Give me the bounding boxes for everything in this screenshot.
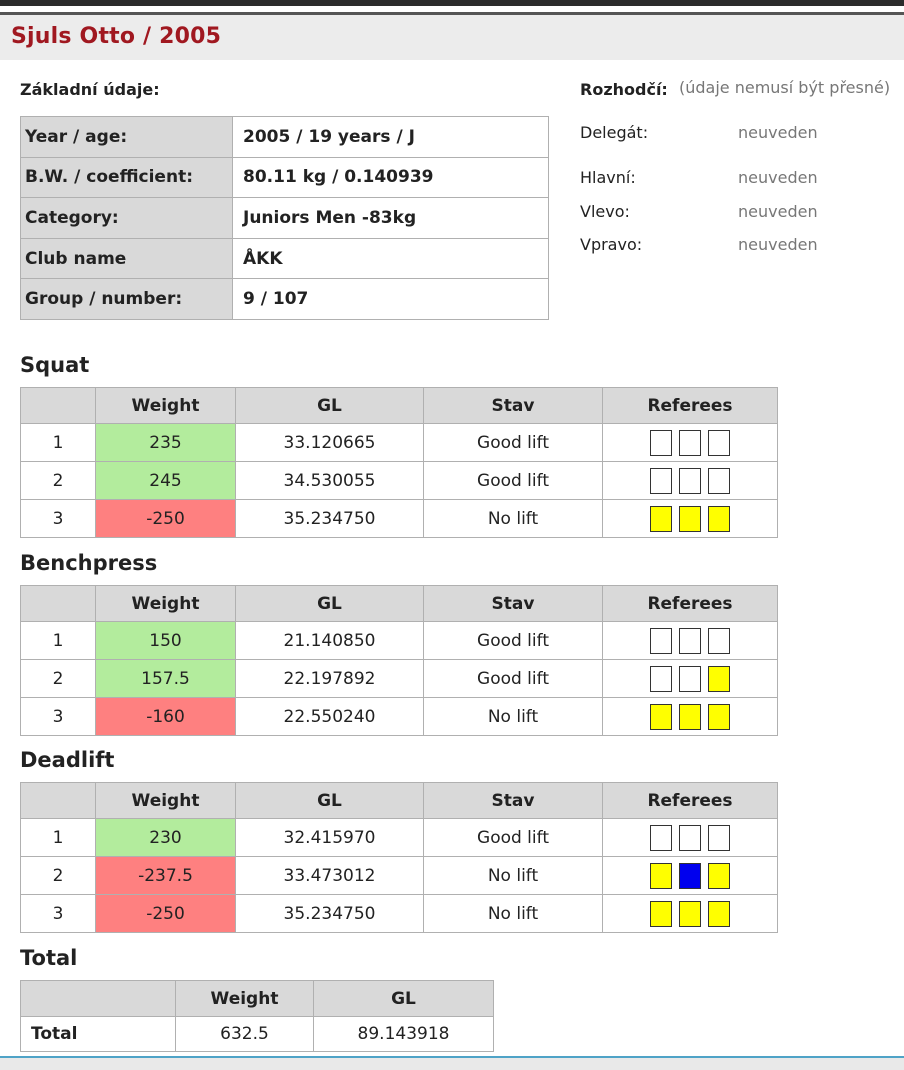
attempt-weight: 235 [96,424,236,462]
attempt-gl: 34.530055 [236,462,424,500]
attempt-number: 1 [21,424,96,462]
referee-light [708,825,730,851]
total-header-row [21,981,494,1017]
weight-col-header: Weight [96,783,236,819]
attempt-weight: 157.5 [96,660,236,698]
info-key: Year / age: [21,117,233,158]
weight-col-header: Weight [96,586,236,622]
referee-light [708,901,730,927]
judge-label: Delegát: [580,123,649,142]
info-row [21,157,549,198]
attempt-status: Good lift [424,424,603,462]
attempt-col-header [21,388,96,424]
referee-lights [603,857,778,895]
stav-col-header: Stav [424,783,603,819]
attempt-gl: 35.234750 [236,500,424,538]
attempt-weight: -237.5 [96,857,236,895]
attempt-number: 2 [21,660,96,698]
attempt-number: 2 [21,857,96,895]
judge-value: neuveden [738,123,818,142]
section-title-total: Total [20,946,78,970]
info-value: 80.11 kg / 0.140939 [233,157,549,198]
attempt-row [21,857,778,895]
referees-col-header: Referees [603,388,778,424]
attempt-row [21,660,778,698]
total-weight-col-header: Weight [176,981,314,1017]
attempt-number: 1 [21,819,96,857]
stav-col-header: Stav [424,586,603,622]
lift-table-benchpress [20,585,778,736]
bottom-strip [0,1058,904,1070]
referee-lights [603,819,778,857]
referees-col-header: Referees [603,783,778,819]
basic-info-table [20,116,549,320]
attempt-row [21,424,778,462]
referee-light [708,628,730,654]
top-dark-strip [0,0,904,6]
referee-light [679,863,701,889]
info-row [21,279,549,320]
referee-light [679,825,701,851]
attempt-col-header [21,783,96,819]
info-key: B.W. / coefficient: [21,157,233,198]
attempt-number: 3 [21,698,96,736]
referee-light [650,430,672,456]
section-title-deadlift: Deadlift [20,748,115,772]
referee-light [679,430,701,456]
referee-light [679,901,701,927]
lift-header-row [21,586,778,622]
info-row [21,198,549,239]
referee-light [708,506,730,532]
referee-lights [603,895,778,933]
referee-light [650,704,672,730]
attempt-gl: 21.140850 [236,622,424,660]
info-value: ÅKK [233,238,549,279]
attempt-weight: -250 [96,500,236,538]
page-title: Sjuls Otto / 2005 [11,24,222,49]
attempt-status: Good lift [424,462,603,500]
referee-light [708,704,730,730]
referee-light [679,506,701,532]
lift-table-squat [20,387,778,538]
attempt-row [21,500,778,538]
judge-value: neuveden [738,168,818,187]
attempt-gl: 35.234750 [236,895,424,933]
referee-light [679,468,701,494]
attempt-row [21,622,778,660]
stav-col-header: Stav [424,388,603,424]
gl-col-header: GL [236,783,424,819]
gl-col-header: GL [236,388,424,424]
referee-light [708,468,730,494]
info-value: 9 / 107 [233,279,549,320]
info-row [21,238,549,279]
total-gl-col-header: GL [314,981,494,1017]
total-table [20,980,494,1052]
attempt-weight: 150 [96,622,236,660]
attempt-row [21,462,778,500]
lift-header-row [21,388,778,424]
attempt-status: No lift [424,698,603,736]
attempt-number: 3 [21,500,96,538]
referee-light [650,863,672,889]
referee-light [650,468,672,494]
attempt-row [21,895,778,933]
attempt-status: Good lift [424,660,603,698]
attempt-row [21,819,778,857]
attempt-weight: -160 [96,698,236,736]
browser-top-bar [0,0,904,14]
attempt-number: 2 [21,462,96,500]
referee-light [650,506,672,532]
referee-light [650,628,672,654]
info-key: Club name [21,238,233,279]
total-label-col-header [21,981,176,1017]
judge-value: neuveden [738,202,818,221]
attempt-gl: 22.550240 [236,698,424,736]
attempt-status: No lift [424,500,603,538]
judge-label: Vlevo: [580,202,630,221]
attempt-number: 1 [21,622,96,660]
referee-light [650,901,672,927]
attempt-row [21,698,778,736]
referee-lights [603,500,778,538]
attempt-gl: 22.197892 [236,660,424,698]
attempt-weight: -250 [96,895,236,933]
info-key: Category: [21,198,233,239]
attempt-weight: 245 [96,462,236,500]
gl-col-header: GL [236,586,424,622]
info-row [21,117,549,158]
info-key: Group / number: [21,279,233,320]
total-row [21,1017,494,1052]
referee-lights [603,660,778,698]
referee-light [650,825,672,851]
judge-label: Hlavní: [580,168,636,187]
page-header [0,15,904,60]
referee-light [650,666,672,692]
lift-table-deadlift [20,782,778,933]
referee-lights [603,698,778,736]
attempt-weight: 230 [96,819,236,857]
referee-lights [603,622,778,660]
referee-lights [603,424,778,462]
referee-light [679,628,701,654]
referee-light [679,704,701,730]
total-label: Total [21,1017,176,1052]
weight-col-header: Weight [96,388,236,424]
attempt-status: Good lift [424,819,603,857]
section-title-benchpress: Benchpress [20,551,158,575]
basic-info-heading: Základní údaje: [20,80,160,99]
lift-header-row [21,783,778,819]
referee-light [708,430,730,456]
section-title-squat: Squat [20,353,90,377]
judge-value: neuveden [738,235,818,254]
info-value: 2005 / 19 years / J [233,117,549,158]
attempt-status: Good lift [424,622,603,660]
judge-label: Vpravo: [580,235,643,254]
attempt-status: No lift [424,895,603,933]
attempt-gl: 33.120665 [236,424,424,462]
referee-light [708,863,730,889]
referee-lights [603,462,778,500]
referee-light [679,666,701,692]
referees-col-header: Referees [603,586,778,622]
attempt-status: No lift [424,857,603,895]
attempt-col-header [21,586,96,622]
total-weight: 632.5 [176,1017,314,1052]
judges-note: (údaje nemusí být přesné) [679,78,891,97]
attempt-gl: 33.473012 [236,857,424,895]
referee-light [708,666,730,692]
attempt-gl: 32.415970 [236,819,424,857]
attempt-number: 3 [21,895,96,933]
info-value: Juniors Men -83kg [233,198,549,239]
total-gl: 89.143918 [314,1017,494,1052]
judges-title: Rozhodčí: [580,80,668,99]
